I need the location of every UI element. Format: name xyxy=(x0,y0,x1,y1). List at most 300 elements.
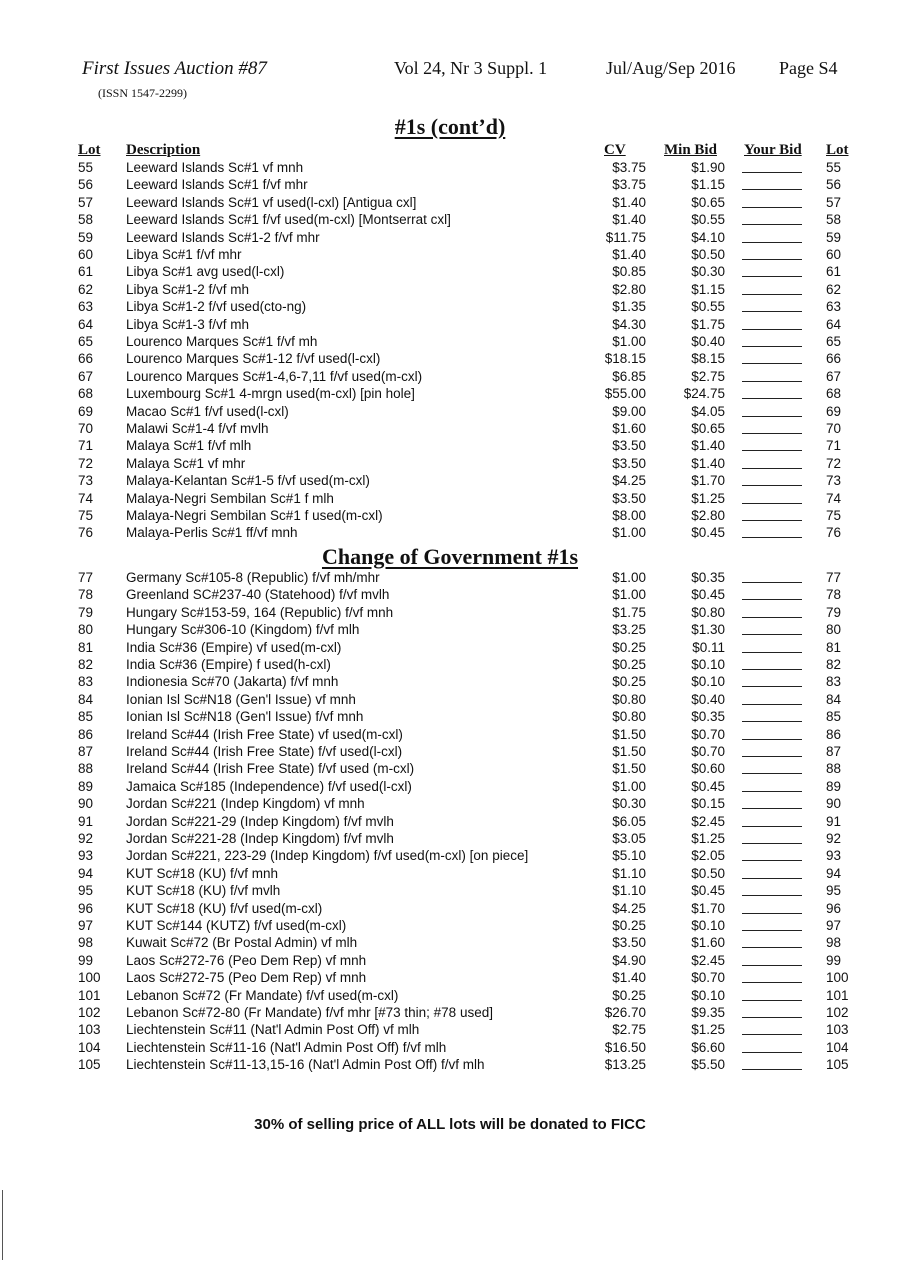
lot-number-right: 56 xyxy=(826,177,842,193)
lot-number-right: 82 xyxy=(826,657,842,672)
lot-number: 77 xyxy=(78,570,94,585)
min-bid: $0.35 xyxy=(691,709,725,725)
lot-number-right: 72 xyxy=(826,455,842,471)
lot-description: India Sc#36 (Empire) f used(h-cxl) xyxy=(126,657,331,672)
min-bid: $2.45 xyxy=(691,813,725,829)
catalog-value: $1.40 xyxy=(612,194,646,210)
col-lot: Lot xyxy=(78,142,101,158)
catalog-value: $0.30 xyxy=(612,796,646,812)
min-bid: $0.70 xyxy=(691,744,725,759)
your-bid-field[interactable] xyxy=(742,381,802,382)
lot-number-right: 57 xyxy=(826,194,842,210)
lot-description: Ionian Isl Sc#N18 (Gen'l Issue) f/vf mnh xyxy=(126,709,364,725)
lot-number: 86 xyxy=(78,726,94,742)
donation-note: 30% of selling price of ALL lots will be donated to FICC xyxy=(254,1116,646,1133)
min-bid: $1.40 xyxy=(691,438,725,454)
lot-number-right: 60 xyxy=(826,247,842,262)
your-bid-field[interactable] xyxy=(742,669,802,670)
table-row xyxy=(0,830,900,847)
lot-number-right: 101 xyxy=(826,987,849,1003)
your-bid-field[interactable] xyxy=(742,433,802,434)
catalog-value: $1.40 xyxy=(612,247,646,262)
table-row xyxy=(0,586,900,603)
min-bid: $1.70 xyxy=(691,900,725,916)
table-row xyxy=(0,656,900,673)
lot-number-right: 80 xyxy=(826,622,842,638)
lot-number: 70 xyxy=(78,421,94,436)
your-bid-field[interactable] xyxy=(742,704,802,705)
your-bid-field[interactable] xyxy=(742,930,802,931)
catalog-value: $0.80 xyxy=(612,709,646,725)
catalog-value: $11.75 xyxy=(605,229,646,245)
your-bid-field[interactable] xyxy=(742,1069,802,1070)
min-bid: $0.45 xyxy=(691,778,725,794)
your-bid-field[interactable] xyxy=(742,878,802,879)
lot-description: Laos Sc#272-76 (Peo Dem Rep) vf mnh xyxy=(126,952,367,968)
lot-number-right: 62 xyxy=(826,281,842,297)
table-row xyxy=(0,437,900,454)
table-row xyxy=(0,194,900,211)
lot-number: 58 xyxy=(78,212,94,228)
lot-description: Libya Sc#1-2 f/vf used(cto-ng) xyxy=(126,299,307,315)
lot-description: Libya Sc#1-3 f/vf mh xyxy=(126,316,250,332)
catalog-value: $1.40 xyxy=(612,212,646,228)
catalog-value: $55.00 xyxy=(604,386,646,402)
your-bid-field[interactable] xyxy=(742,398,802,399)
lot-number-right: 102 xyxy=(826,1005,849,1020)
lot-description: Jamaica Sc#185 (Independence) f/vf used(l-cxl) xyxy=(126,778,412,794)
min-bid: $0.50 xyxy=(691,247,725,262)
lot-number-right: 88 xyxy=(826,761,842,777)
lot-number: 56 xyxy=(78,177,94,193)
min-bid: $2.05 xyxy=(691,848,725,864)
your-bid-field[interactable] xyxy=(742,1052,802,1053)
table-row xyxy=(0,865,900,882)
table-row xyxy=(0,246,900,263)
lot-description: Malaya-Perlis Sc#1 ff/vf mnh xyxy=(126,525,298,541)
table-row xyxy=(0,281,900,298)
your-bid-field[interactable] xyxy=(742,617,802,618)
lot-number-right: 55 xyxy=(826,160,842,175)
lot-description: Malaya-Negri Sembilan Sc#1 f mlh xyxy=(126,490,334,506)
min-bid: $1.15 xyxy=(691,177,725,193)
lot-number: 59 xyxy=(78,229,94,245)
table-row xyxy=(0,760,900,777)
lot-number-right: 92 xyxy=(826,831,842,846)
page-number: Page S4 xyxy=(779,58,838,78)
lot-number-right: 87 xyxy=(826,744,842,759)
table-row xyxy=(0,969,900,986)
your-bid-field[interactable] xyxy=(742,311,802,312)
min-bid: $0.45 xyxy=(691,587,725,603)
lot-number-right: 61 xyxy=(826,264,842,280)
lot-number-right: 105 xyxy=(826,1057,849,1073)
lot-number: 72 xyxy=(78,455,94,471)
catalog-value: $0.80 xyxy=(612,691,646,707)
lot-number: 102 xyxy=(78,1005,101,1020)
min-bid: $2.75 xyxy=(691,368,725,384)
catalog-value: $4.25 xyxy=(612,900,646,916)
your-bid-field[interactable] xyxy=(742,773,802,774)
your-bid-field[interactable] xyxy=(742,1000,802,1001)
lot-number: 67 xyxy=(78,368,94,384)
lot-description: Ireland Sc#44 (Irish Free State) f/vf used (m-cxl) xyxy=(126,761,415,777)
lot-description: Libya Sc#1 avg used(l-cxl) xyxy=(126,264,285,280)
your-bid-field[interactable] xyxy=(742,965,802,966)
min-bid: $0.10 xyxy=(691,657,725,672)
catalog-value: $0.25 xyxy=(612,918,646,933)
your-bid-field[interactable] xyxy=(742,913,802,914)
catalog-value: $0.85 xyxy=(612,264,646,280)
lot-description: Laos Sc#272-75 (Peo Dem Rep) vf mnh xyxy=(126,970,367,986)
table-row xyxy=(0,708,900,725)
your-bid-field[interactable] xyxy=(742,843,802,844)
lot-description: Liechtenstein Sc#11 (Nat'l Admin Post Off) vf mlh xyxy=(126,1022,420,1038)
lot-number: 57 xyxy=(78,194,94,210)
lot-description: Kuwait Sc#72 (Br Postal Admin) vf mlh xyxy=(126,935,358,951)
table-row xyxy=(0,1021,900,1038)
lot-number-right: 66 xyxy=(826,351,842,367)
lot-number: 98 xyxy=(78,935,94,951)
lot-description: Jordan Sc#221 (Indep Kingdom) vf mnh xyxy=(126,796,365,812)
lot-description: Ionian Isl Sc#N18 (Gen'l Issue) vf mnh xyxy=(126,691,356,707)
lot-description: Liechtenstein Sc#11-16 (Nat'l Admin Post Off) f/vf mlh xyxy=(126,1039,447,1055)
min-bid: $0.50 xyxy=(691,865,725,881)
lot-number: 76 xyxy=(78,525,94,541)
catalog-value: $1.40 xyxy=(612,970,646,986)
section-title-change-of-government: Change of Government #1s xyxy=(321,544,579,569)
min-bid: $0.15 xyxy=(691,796,725,812)
catalog-value: $3.50 xyxy=(612,455,646,471)
lot-number-right: 70 xyxy=(826,421,842,436)
lot-description: KUT Sc#144 (KUTZ) f/vf used(m-cxl) xyxy=(126,918,347,933)
lot-description: Jordan Sc#221-28 (Indep Kingdom) f/vf mvlh xyxy=(126,831,394,846)
lot-number-right: 64 xyxy=(826,316,842,332)
lot-description: Malaya-Negri Sembilan Sc#1 f used(m-cxl) xyxy=(126,508,383,523)
your-bid-field[interactable] xyxy=(742,947,802,948)
lot-number: 71 xyxy=(78,438,94,454)
table-row xyxy=(0,1004,900,1021)
issn: (ISSN 1547-2299) xyxy=(98,86,187,100)
catalog-value: $3.50 xyxy=(612,490,646,506)
lot-number: 97 xyxy=(78,918,94,933)
lot-number-right: 67 xyxy=(826,368,842,384)
lot-number-right: 76 xyxy=(826,525,842,541)
catalog-value: $2.75 xyxy=(612,1022,646,1038)
lot-description: Lourenco Marques Sc#1-4,6-7,11 f/vf used(m-cxl) xyxy=(126,368,423,384)
catalog-value: $6.05 xyxy=(612,813,646,829)
lot-number-right: 58 xyxy=(826,212,842,228)
col-description: Description xyxy=(126,142,201,158)
table-row xyxy=(0,420,900,437)
table-row xyxy=(0,507,900,524)
lot-description: Jordan Sc#221-29 (Indep Kingdom) f/vf mvlh xyxy=(126,813,394,829)
min-bid: $0.10 xyxy=(691,987,725,1003)
table-row xyxy=(0,621,900,638)
min-bid: $0.30 xyxy=(691,264,725,280)
table-row xyxy=(0,229,900,246)
your-bid-field[interactable] xyxy=(742,329,802,330)
lot-description: Lebanon Sc#72-80 (Fr Mandate) f/vf mhr [#73 thin; #78 used] xyxy=(126,1005,493,1020)
table-row xyxy=(0,211,900,228)
your-bid-field[interactable] xyxy=(742,294,802,295)
min-bid: $0.11 xyxy=(692,639,725,655)
lot-number-right: 81 xyxy=(826,639,842,655)
your-bid-field[interactable] xyxy=(742,520,802,521)
table-row xyxy=(0,604,900,621)
table-row xyxy=(0,1056,900,1073)
lot-number: 64 xyxy=(78,316,94,332)
lot-number-right: 94 xyxy=(826,865,842,881)
lot-description: Jordan Sc#221, 223-29 (Indep Kingdom) f/vf used(m-cxl) [on piece] xyxy=(126,848,529,864)
lot-number-right: 93 xyxy=(826,848,842,864)
your-bid-field[interactable] xyxy=(742,860,802,861)
table-row xyxy=(0,900,900,917)
min-bid: $0.45 xyxy=(691,525,725,541)
your-bid-field[interactable] xyxy=(742,189,802,190)
table-row xyxy=(0,673,900,690)
table-row xyxy=(0,726,900,743)
lot-number: 69 xyxy=(78,403,94,419)
min-bid: $1.15 xyxy=(691,281,725,297)
lot-number-right: 99 xyxy=(826,952,842,968)
lot-number: 89 xyxy=(78,778,94,794)
your-bid-field[interactable] xyxy=(742,242,802,243)
your-bid-field[interactable] xyxy=(742,259,802,260)
table-row xyxy=(0,917,900,934)
lot-number: 80 xyxy=(78,622,94,638)
catalog-value: $5.10 xyxy=(612,848,646,864)
your-bid-field[interactable] xyxy=(742,721,802,722)
min-bid: $0.60 xyxy=(691,761,725,777)
catalog-value: $1.35 xyxy=(612,299,646,315)
catalog-value: $1.00 xyxy=(612,525,646,541)
table-row xyxy=(0,882,900,899)
lot-number-right: 86 xyxy=(826,726,842,742)
your-bid-field[interactable] xyxy=(742,634,802,635)
table-row xyxy=(0,298,900,315)
lot-description: Malawi Sc#1-4 f/vf mvlh xyxy=(126,421,269,436)
min-bid: $0.65 xyxy=(691,421,725,436)
lot-number: 68 xyxy=(78,386,94,402)
lot-description: Lourenco Marques Sc#1 f/vf mh xyxy=(126,334,318,349)
lot-description: Leeward Islands Sc#1 f/vf used(m-cxl) [Montserrat cxl] xyxy=(126,212,451,228)
table-row xyxy=(0,316,900,333)
lot-number-right: 69 xyxy=(826,403,842,419)
lot-number-right: 73 xyxy=(826,473,842,489)
catalog-value: $1.50 xyxy=(612,726,646,742)
lot-description: Ireland Sc#44 (Irish Free State) vf used(m-cxl) xyxy=(126,726,403,742)
lot-number-right: 84 xyxy=(826,691,842,707)
your-bid-field[interactable] xyxy=(742,582,802,583)
catalog-value: $1.10 xyxy=(612,865,646,881)
lot-description: Lourenco Marques Sc#1-12 f/vf used(l-cxl) xyxy=(126,351,381,367)
table-row xyxy=(0,987,900,1004)
your-bid-field[interactable] xyxy=(742,537,802,538)
your-bid-field[interactable] xyxy=(742,363,802,364)
lot-number: 66 xyxy=(78,351,94,367)
table-row xyxy=(0,263,900,280)
lot-description: Luxembourg Sc#1 4-mrgn used(m-cxl) [pin hole] xyxy=(126,386,415,402)
table-row xyxy=(0,490,900,507)
catalog-value: $3.50 xyxy=(612,935,646,951)
your-bid-field[interactable] xyxy=(742,808,802,809)
your-bid-field[interactable] xyxy=(742,652,802,653)
lot-number-right: 97 xyxy=(826,918,842,933)
lot-number: 85 xyxy=(78,709,94,725)
min-bid: $2.45 xyxy=(691,952,725,968)
catalog-value: $1.60 xyxy=(612,421,646,436)
catalog-value: $4.30 xyxy=(612,316,646,332)
table-row xyxy=(0,778,900,795)
col-lot-right: Lot xyxy=(826,142,849,158)
lot-description: Liechtenstein Sc#11-13,15-16 (Nat'l Admin Post Off) f/vf mlh xyxy=(126,1057,485,1073)
lot-number: 83 xyxy=(78,674,94,690)
lot-description: Greenland SC#237-40 (Statehood) f/vf mvlh xyxy=(126,587,390,603)
lot-number: 81 xyxy=(78,639,94,655)
catalog-value: $26.70 xyxy=(604,1005,646,1020)
catalog-value: $1.00 xyxy=(612,587,646,603)
your-bid-field[interactable] xyxy=(742,485,802,486)
lot-number-right: 96 xyxy=(826,900,842,916)
catalog-value: $3.25 xyxy=(612,622,646,638)
min-bid: $8.15 xyxy=(691,351,725,367)
lot-number-right: 103 xyxy=(826,1022,849,1038)
catalog-value: $1.10 xyxy=(612,883,646,899)
catalog-value: $3.75 xyxy=(612,177,646,193)
lot-description: Macao Sc#1 f/vf used(l-cxl) xyxy=(126,403,289,419)
table-row xyxy=(0,350,900,367)
your-bid-field[interactable] xyxy=(742,224,802,225)
your-bid-field[interactable] xyxy=(742,982,802,983)
lot-number: 78 xyxy=(78,587,94,603)
table-row xyxy=(0,952,900,969)
your-bid-field[interactable] xyxy=(742,686,802,687)
table-row xyxy=(0,368,900,385)
min-bid: $0.55 xyxy=(691,212,725,228)
table-row xyxy=(0,333,900,350)
min-bid: $0.10 xyxy=(691,674,725,690)
min-bid: $4.05 xyxy=(691,403,725,419)
your-bid-field[interactable] xyxy=(742,756,802,757)
catalog-value: $13.25 xyxy=(604,1057,646,1073)
issue-date: Jul/Aug/Sep 2016 xyxy=(606,58,736,78)
your-bid-field[interactable] xyxy=(742,826,802,827)
min-bid: $0.80 xyxy=(691,604,725,620)
your-bid-field[interactable] xyxy=(742,503,802,504)
table-row xyxy=(0,743,900,760)
min-bid: $2.80 xyxy=(691,508,725,523)
your-bid-field[interactable] xyxy=(742,276,802,277)
lot-description: KUT Sc#18 (KU) f/vf mnh xyxy=(126,865,279,881)
catalog-value: $0.25 xyxy=(612,639,646,655)
min-bid: $1.25 xyxy=(691,490,725,506)
lot-number-right: 104 xyxy=(826,1039,849,1055)
lot-number: 61 xyxy=(78,264,94,280)
catalog-value: $16.50 xyxy=(604,1039,646,1055)
lot-description: Hungary Sc#306-10 (Kingdom) f/vf mlh xyxy=(126,622,360,638)
table-row xyxy=(0,472,900,489)
your-bid-field[interactable] xyxy=(742,346,802,347)
lot-description: Leeward Islands Sc#1 vf used(l-cxl) [Antigua cxl] xyxy=(126,194,417,210)
lot-number-right: 95 xyxy=(826,883,842,899)
your-bid-field[interactable] xyxy=(742,1034,802,1035)
lot-number-right: 85 xyxy=(826,709,842,725)
your-bid-field[interactable] xyxy=(742,416,802,417)
your-bid-field[interactable] xyxy=(742,739,802,740)
min-bid: $1.90 xyxy=(691,160,725,175)
lot-number: 93 xyxy=(78,848,94,864)
catalog-value: $0.25 xyxy=(612,987,646,1003)
your-bid-field[interactable] xyxy=(742,172,802,173)
min-bid: $5.50 xyxy=(691,1057,725,1073)
lot-number: 94 xyxy=(78,865,94,881)
catalog-value: $9.00 xyxy=(612,403,646,419)
lot-number-right: 63 xyxy=(826,299,842,315)
lot-number: 55 xyxy=(78,160,94,175)
lot-description: Indionesia Sc#70 (Jakarta) f/vf mnh xyxy=(126,674,339,690)
table-row xyxy=(0,385,900,402)
lot-number: 63 xyxy=(78,299,94,315)
min-bid: $4.10 xyxy=(691,229,725,245)
lot-description: Malaya Sc#1 vf mhr xyxy=(126,455,246,471)
lot-number: 95 xyxy=(78,883,94,899)
lot-description: Leeward Islands Sc#1-2 f/vf mhr xyxy=(126,229,320,245)
min-bid: $0.65 xyxy=(691,194,725,210)
your-bid-field[interactable] xyxy=(742,468,802,469)
lot-number-right: 90 xyxy=(826,796,842,812)
catalog-value: $4.25 xyxy=(612,473,646,489)
your-bid-field[interactable] xyxy=(742,1017,802,1018)
lot-number-right: 75 xyxy=(826,508,842,523)
volume-label: Vol 24, Nr 3 Suppl. 1 xyxy=(394,58,548,78)
lot-description: Ireland Sc#44 (Irish Free State) f/vf used(l-cxl) xyxy=(126,744,403,759)
min-bid: $0.40 xyxy=(691,691,725,707)
lot-description: Libya Sc#1 f/vf mhr xyxy=(126,247,242,262)
lot-number: 101 xyxy=(78,987,101,1003)
min-bid: $1.75 xyxy=(691,316,725,332)
table-row xyxy=(0,524,900,541)
min-bid: $1.40 xyxy=(691,455,725,471)
lot-description: KUT Sc#18 (KU) f/vf used(m-cxl) xyxy=(126,900,323,916)
catalog-value: $3.05 xyxy=(612,831,646,846)
col-your-bid: Your Bid xyxy=(744,142,802,158)
your-bid-field[interactable] xyxy=(742,207,802,208)
your-bid-field[interactable] xyxy=(742,895,802,896)
catalog-value: $0.25 xyxy=(612,674,646,690)
lot-number-right: 74 xyxy=(826,490,842,506)
your-bid-field[interactable] xyxy=(742,791,802,792)
catalog-value: $6.85 xyxy=(612,368,646,384)
catalog-value: $8.00 xyxy=(612,508,646,523)
lot-number-right: 79 xyxy=(826,604,842,620)
table-row xyxy=(0,159,900,176)
min-bid: $0.40 xyxy=(691,334,725,349)
min-bid: $1.25 xyxy=(691,1022,725,1038)
table-row xyxy=(0,455,900,472)
lot-number: 92 xyxy=(78,831,94,846)
lot-number: 100 xyxy=(78,970,101,986)
table-row xyxy=(0,934,900,951)
your-bid-field[interactable] xyxy=(742,599,802,600)
your-bid-field[interactable] xyxy=(742,450,802,451)
min-bid: $0.70 xyxy=(691,726,725,742)
lot-number: 91 xyxy=(78,813,94,829)
lot-number-right: 71 xyxy=(826,438,842,454)
lot-description: Hungary Sc#153-59, 164 (Republic) f/vf mnh xyxy=(126,604,394,620)
lot-number: 88 xyxy=(78,761,94,777)
table-row xyxy=(0,639,900,656)
